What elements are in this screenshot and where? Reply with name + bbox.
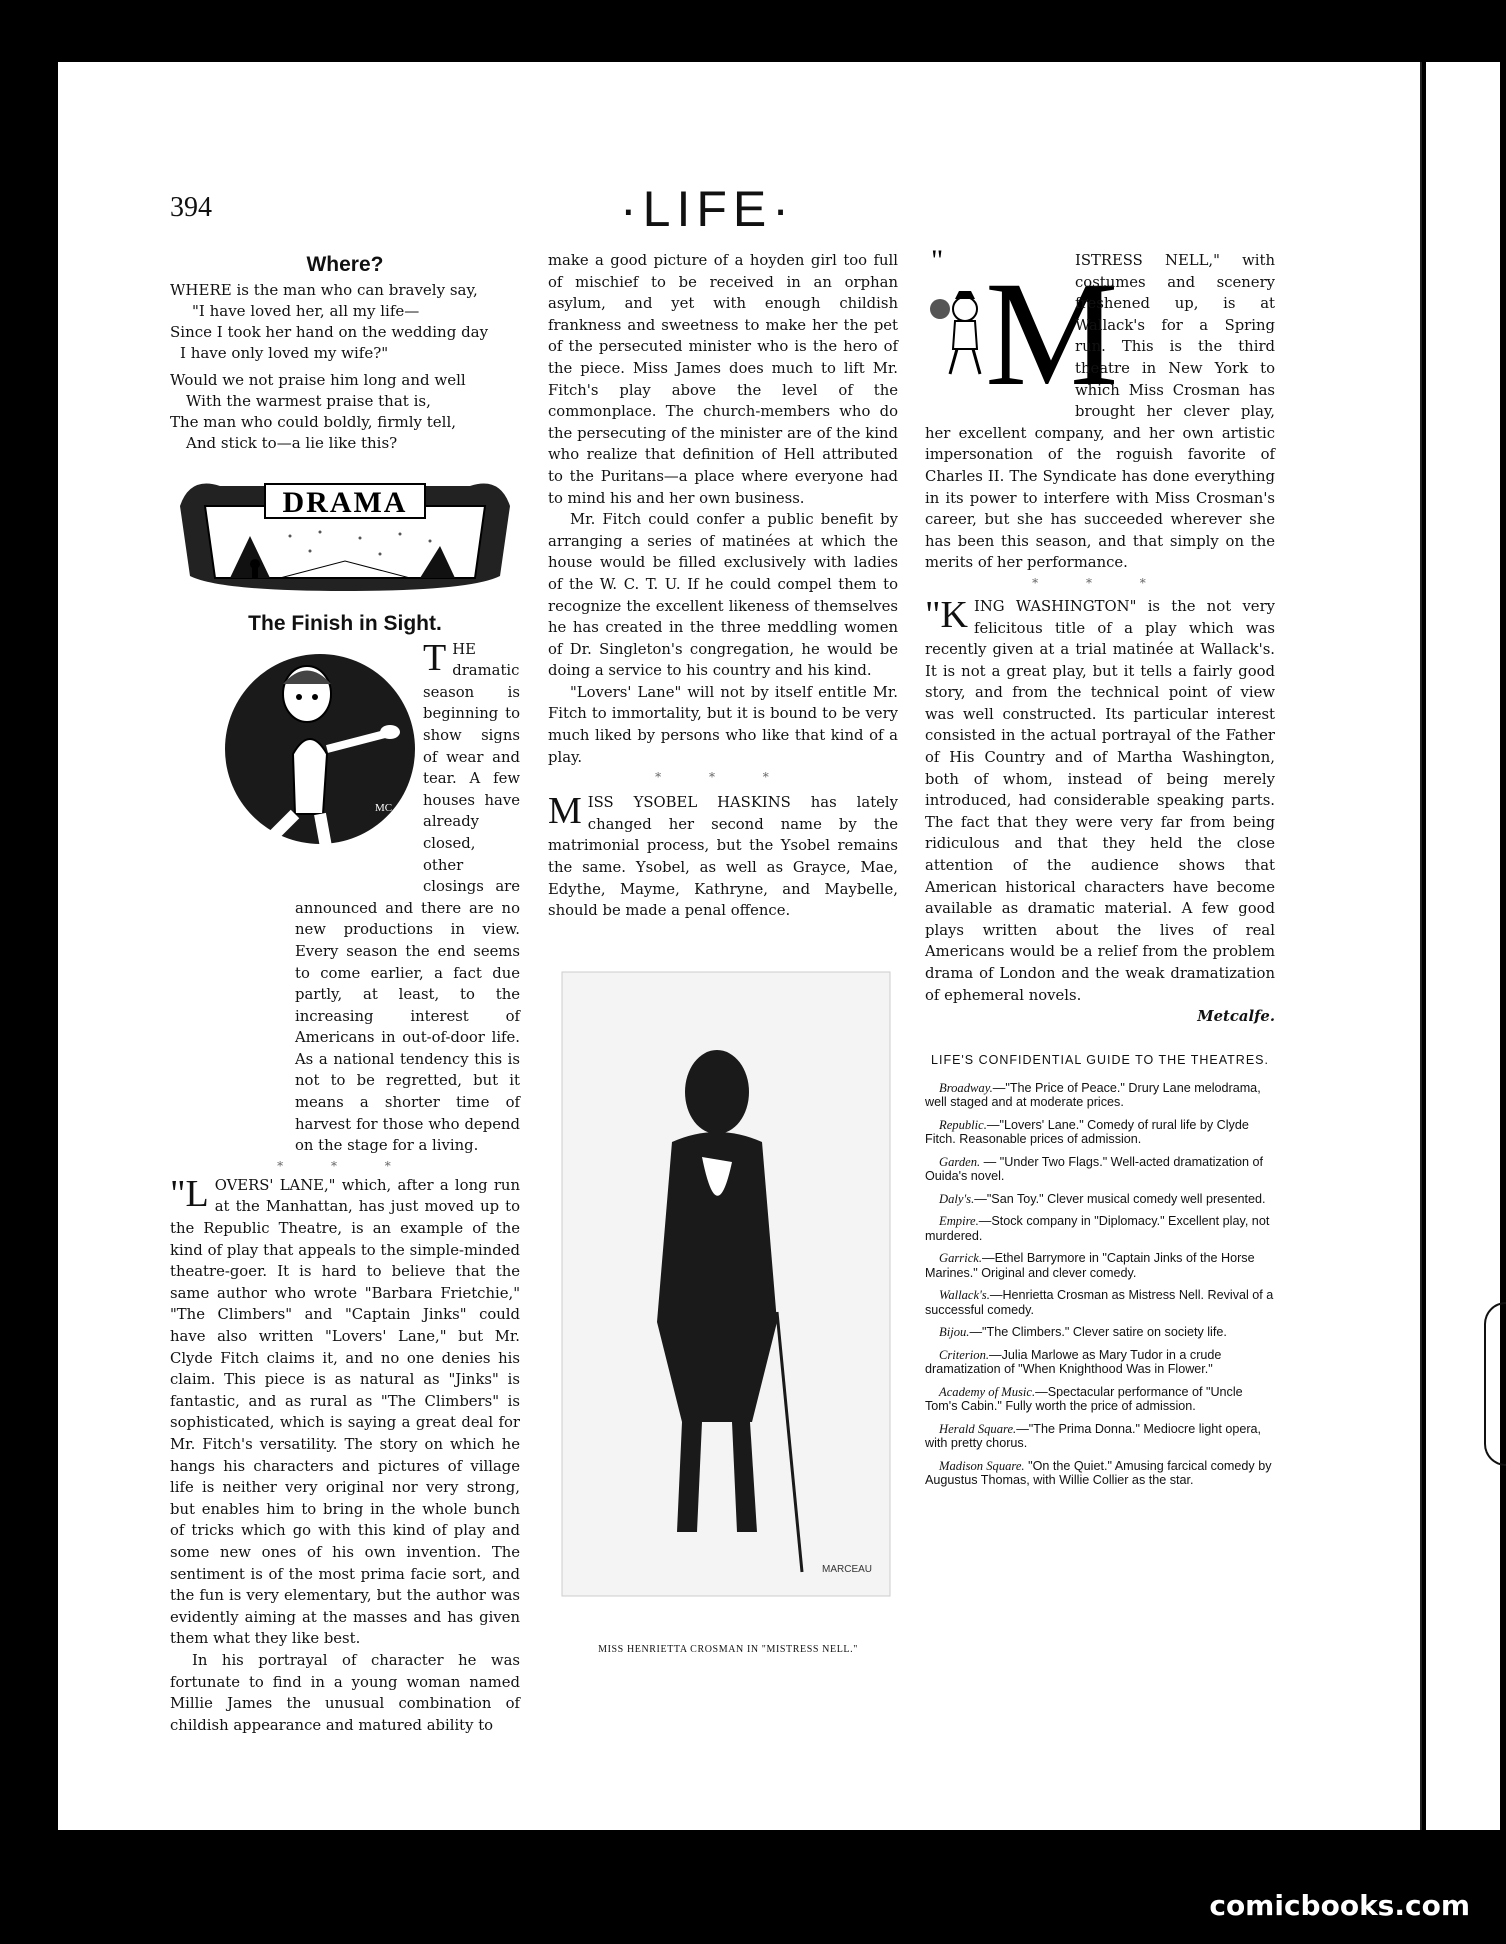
poem-line: "I have loved her, all my life— <box>192 302 420 320</box>
paragraph: Mr. Fitch could confer a public benefit by arranging a series of matinées at which the house would be filled exclusively with ladies of the W. C. T. U. If he could compel them to recognize the excellent likeness of themselves he has created in the three meddling women of Dr. Singleton's congregation, he would be doing a service to his country and his kind. <box>548 511 898 680</box>
doll-illustration <box>225 639 415 889</box>
guide-text: —Ethel Barrymore in "Captain Jinks of the Horse Marines." Original and clever comedy. <box>925 1251 1255 1280</box>
guide-text: —Spectacular performance of "Uncle Tom's Cabin." Fully worth the price of admission. <box>925 1384 1243 1414</box>
guide-theatre: Madison Square. <box>939 1458 1025 1473</box>
poem-line: And stick to—a lie like this? <box>186 434 398 452</box>
guide-text: —"San Toy." Clever musical comedy well presented. <box>974 1191 1266 1206</box>
masthead: ·LIFE· <box>620 181 795 237</box>
guide-entry <box>925 1192 1275 1207</box>
paragraph: ING WASHINGTON" is the not very felicitous title of a play which was recently given at a trial matinée at Wallack's. It is not a great play, but it tells a fairly good story, and from the technical point of view was well constructed. Its particular interest consisted in the actual portrayal of the Father of His Country and of Martha Washington, both of whom, instead of being merely introduced, had considerable speaking parts. The fact that they were very far from being ridiculous and that they held the close attention of the audience shows that American historical characters have become available as dramatic material. A few good plays written about the lives of real Americans would be a relief from the problem drama of London and the weak dramatization of ephemeral novels. <box>925 597 1275 1004</box>
drop-cap: M <box>548 790 582 833</box>
guide-entry <box>925 1422 1275 1451</box>
guide-theatre: Broadway. <box>939 1080 993 1095</box>
finish-article <box>170 636 520 1157</box>
guide-text: —Julia Marlowe as Mary Tudor in a crude dramatization of "When Knighthood Was in Flower." <box>925 1347 1222 1377</box>
guide-entry <box>925 1459 1275 1488</box>
guide-entry <box>925 1155 1275 1184</box>
guide-entry <box>925 1118 1275 1147</box>
site-watermark: comicbooks.com <box>1209 1889 1470 1922</box>
next-page-illustration-edge <box>1484 1302 1506 1466</box>
column-1 <box>170 250 520 1736</box>
section-title: The Finish in Sight. <box>248 611 442 635</box>
poem-line: WHERE is the man who can bravely say, <box>170 281 478 299</box>
author-signature: Metcalfe. <box>1197 1008 1275 1026</box>
guide-theatre: Republic. <box>939 1117 987 1132</box>
guide-theatre: Bijou. <box>939 1325 970 1340</box>
paragraph: OVERS' LANE," which, after a long run at the Manhattan, has just moved up to the Republic Theatre, is an example of the kind of play that appeals to the simple-minded theatre-goer. It is hard to believe that the same author who wrote "Barbara Frietchie," "The Climbers" and "Captain Jinks" could have also written "Lovers' Lane," but Mr. Clyde Fitch claims it, and no one denies his claim. This piece is as natural as "Jinks" is fantastic, and as rural as "The Climbers" is sophisticated, which is saying a great deal for Mr. Fitch's versatility. The story on which he hangs his characters and pictures of village life is neither very original nor very strong, but enables him to bring in the whole bunch of tricks which go with this kind of play and some new ones of his own invention. The sentiment is of the most prima facie sort, and the fun is very elementary, but the author was evidently aiming at the masses and has given them what they like best. <box>170 1176 520 1648</box>
guide-text: —"The Price of Peace." Drury Lane melodrama, well staged and at moderate prices. <box>925 1080 1261 1110</box>
guide-theatre: Empire. <box>939 1214 979 1229</box>
drop-cap: "K <box>925 593 968 636</box>
poem-line: Since I took her hand on the wedding day <box>170 323 489 341</box>
drop-cap: "L <box>170 1172 209 1215</box>
guide-entry <box>925 1081 1275 1110</box>
guide-theatre: Academy of Music. <box>939 1384 1036 1399</box>
guide-text: —Henrietta Crosman as Mistress Nell. Revival of a successful comedy. <box>925 1288 1274 1317</box>
mistress-article <box>925 244 1275 574</box>
section-separator: * * * <box>277 1158 413 1173</box>
page-number: 394 <box>170 192 212 223</box>
guide-text: —"Lovers' Lane." Comedy of rural life by Clyde Fitch. Reasonable prices of admission. <box>925 1117 1249 1147</box>
guide-entry <box>925 1325 1275 1340</box>
drop-cap: M <box>985 251 1119 417</box>
guide-theatre: Garrick. <box>939 1251 983 1266</box>
poem-line: The man who could boldly, firmly tell, <box>170 413 457 431</box>
guide-entry <box>925 1251 1275 1280</box>
section-separator: * * * <box>1032 575 1168 590</box>
guide-text: — "Under Two Flags." Well-acted dramatization of Ouida's novel. <box>925 1154 1264 1184</box>
photographer-signature: MARCEAU <box>822 1564 873 1575</box>
paragraph: In his portrayal of character he was fortunate to find in a young woman named Millie James the unusual combination of childish appearance and matured ability to <box>170 1651 520 1734</box>
guide-entry <box>925 1214 1275 1243</box>
guide-text: —Stock company in "Diplomacy." Excellent play, not murdered. <box>925 1214 1270 1243</box>
paragraph: ISS YSOBEL HASKINS has lately changed her second name by the matrimonial process, but the Ysobel remains the same. Ysobel, as well as Grayce, Mae, Edythe, Mayme, Kathryne, and Maybelle, should be made a penal offence. <box>548 794 898 920</box>
guide-theatre: Garden. <box>939 1154 981 1169</box>
guide-theatre: Herald Square. <box>939 1421 1017 1436</box>
guide-entry <box>925 1288 1275 1317</box>
drama-label: DRAMA <box>282 486 408 519</box>
poem-title: Where? <box>306 253 384 276</box>
poem-line: With the warmest praise that is, <box>186 392 431 410</box>
guide-title: LIFE'S CONFIDENTIAL GUIDE TO THE THEATRES. <box>931 1052 1269 1067</box>
actress-photograph <box>562 972 890 1596</box>
artist-mark: MC <box>375 801 393 814</box>
next-page-edge <box>1426 62 1500 1830</box>
column-3 <box>925 244 1275 1496</box>
paragraph: ISTRESS NELL," with costumes and scenery freshened up, is at Wallack's for a Spring run. This is the third theatre in New York to which Miss Crosman has brought her clever play, her excellent company, and her own artistic impersonation of the roguish favorite of Charles II. The Syndicate has done everything in its power to interfere with Miss Crosman's career, but she has succeeded wherever she has been this season, and that simply on the merits of her performance. <box>925 252 1275 572</box>
guide-theatre: Daly's. <box>939 1191 975 1206</box>
guide-entry <box>925 1385 1275 1414</box>
paragraph: "Lovers' Lane" will not by itself entitle Mr. Fitch to immortality, but it is bound to be very much liked by persons who like that kind of a play. <box>548 683 898 766</box>
drama-banner-illustration <box>170 466 520 603</box>
guide-theatre: Criterion. <box>939 1347 990 1362</box>
guide-text: "On the Quiet." Amusing farcical comedy by Augustus Thomas, with Willie Collier as the star. <box>925 1458 1272 1488</box>
column-2 <box>548 250 898 922</box>
photo-caption: MISS HENRIETTA CROSMAN IN "MISTRESS NELL." <box>598 1644 858 1655</box>
guide-theatre: Wallack's. <box>939 1288 990 1303</box>
guide-text: —"The Prima Donna." Mediocre light opera, with pretty chorus. <box>925 1421 1262 1451</box>
poem-line: Would we not praise him long and well <box>170 371 466 389</box>
open-quote: " <box>931 244 944 277</box>
theatre-guide <box>925 1081 1275 1488</box>
section-separator: * * * <box>655 770 791 785</box>
poem <box>170 280 520 454</box>
guide-text: —"The Climbers." Clever satire on society life. <box>969 1325 1227 1340</box>
paragraph: HE dramatic season is beginning to show signs of wear and tear. A few houses have already closed, other closings are announced and there are no new productions in view. Every season the end seems to come earlier, a fact due partly, at least, to the increasing interest of Americans in out-of-door life. As a national tendency this is not to be regretted, but it means a shorter time of harvest for those who depend on the stage for a living. <box>295 640 520 1155</box>
guide-entry <box>925 1348 1275 1377</box>
drop-cap: T <box>423 636 447 679</box>
mistress-illustration <box>925 244 1119 417</box>
poem-line: I have only loved my wife?" <box>180 344 389 362</box>
paragraph: make a good picture of a hoyden girl too full of mischief to be received in an orphan asylum, and yet with enough childish frankness and sweetness to make her the pet of the persecuted minister who is the hero of the piece. Miss James does much to lift Mr. Fitch's play above the level of the commonplace. The church-members who do the persecuting of the minister are of the kind who realize that definition of Hell attributed to the Puritans—a place where everyone had to mind his and her own business. <box>548 252 898 507</box>
